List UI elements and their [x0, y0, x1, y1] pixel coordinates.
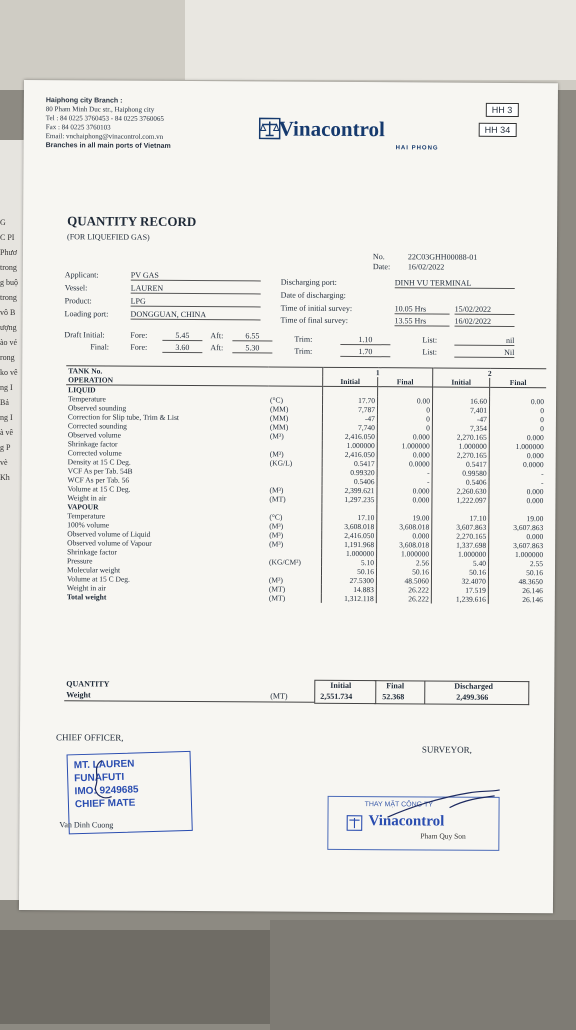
logo-subtitle: HAI PHONG [396, 145, 439, 151]
draft-initial-label: Draft Initial: [64, 330, 104, 339]
initial-trim: 1.10 [340, 335, 390, 345]
row-unit: (MM) [268, 404, 323, 413]
cell-value: 0.000 [489, 451, 546, 460]
loading-port-label: Loading port: [65, 309, 109, 318]
stamp-line: IMO: 9249685 [74, 782, 184, 798]
vessel-label: Vessel: [65, 283, 88, 292]
chief-officer-name: Van Dinh Cuong [59, 820, 113, 829]
cell-value: 0.5406 [322, 477, 377, 486]
cell-value: 0.00 [378, 396, 433, 405]
cell-value: 19.00 [489, 514, 546, 523]
cell-value: 48.3650 [488, 577, 545, 586]
cell-value: 0.00 [490, 397, 547, 406]
cell-value: 1.000000 [377, 441, 432, 450]
row-label: VAPOUR [65, 502, 267, 512]
initial-survey-label: Time of initial survey: [281, 304, 353, 313]
cell-value: 50.16 [488, 568, 545, 577]
branch-line: Haiphong city Branch : [46, 97, 123, 104]
cell-value: 0.000 [489, 487, 546, 496]
tank-2-header: 2 [433, 368, 547, 378]
underlying-text-fragment: C PI [0, 233, 14, 242]
cell-value: 0.000 [377, 432, 432, 441]
cell-value: - [377, 468, 432, 477]
tank-table [65, 365, 546, 604]
cell-value: -47 [432, 415, 489, 424]
row-unit [268, 467, 323, 476]
row-label: Total weight [65, 592, 267, 602]
weight-unit: (MT) [270, 692, 287, 701]
cell-value [490, 387, 547, 397]
cell-value: 7,354 [432, 424, 489, 433]
cell-value: 3,607.863 [432, 522, 489, 531]
chief-officer-label: CHIEF OFFICER, [56, 732, 124, 742]
row-label: Molecular weight [65, 565, 267, 575]
cell-value: 2,399.621 [322, 486, 377, 495]
applicant-value: PV GAS [131, 271, 261, 282]
cell-value: 26.146 [488, 595, 545, 604]
underlying-text-fragment: ko vê [0, 368, 18, 377]
quantity-final-value: 52.368 [382, 692, 404, 701]
final-survey-time: 13.55 Hrs [395, 316, 450, 326]
row-unit: (M³) [267, 575, 322, 584]
draft-final-label: Final: [90, 342, 109, 351]
chief-signature [82, 756, 122, 806]
row-unit: (MM) [268, 422, 323, 431]
loading-port-value: DONGGUAN, CHINA [131, 310, 261, 321]
initial-survey-date: 15/02/2022 [455, 305, 515, 315]
cell-value [433, 387, 490, 397]
row-label: Density at 15 C Deg. [66, 457, 268, 467]
row-label: Weight in air [65, 583, 267, 593]
cell-value: 19.00 [377, 513, 432, 522]
row-label: Temperature [65, 511, 267, 521]
cell-value: 0 [489, 406, 546, 415]
branch-line: Tel : 84 0225 3760453 - 84 0225 3760065 [46, 114, 164, 123]
branch-line: Fax : 84 0225 3760103 [46, 123, 111, 131]
quantity-initial-label: Initial [330, 681, 351, 690]
cell-value: 2,270.165 [432, 433, 489, 442]
vessel-value: LAUREN [131, 284, 261, 295]
row-label: Temperature [66, 394, 268, 404]
cell-value: 1.000000 [489, 550, 546, 559]
cell-value: 2,416.050 [322, 432, 377, 441]
cell-value: 0 [377, 405, 432, 414]
quantity-summary [64, 679, 530, 682]
cell-value: 0 [377, 423, 432, 432]
applicant-label: Applicant: [65, 270, 99, 279]
cell-value: 27.5300 [321, 576, 376, 585]
tank-2-initial-header: Initial [433, 378, 490, 388]
cell-value: 0.0000 [377, 459, 432, 468]
weight-label: Weight [66, 690, 91, 699]
cell-value: 2,270.165 [432, 531, 489, 540]
cell-value: 32.4070 [431, 576, 488, 585]
stamp-line: CHIEF MATE [75, 795, 185, 811]
cell-value: 50.16 [431, 567, 488, 576]
row-unit [268, 386, 323, 396]
row-unit: (KG/L) [268, 458, 323, 467]
final-aft: 5.30 [232, 343, 272, 353]
cell-value: 2,260.630 [432, 487, 489, 496]
row-label: Shrinkage factor [66, 439, 268, 449]
row-unit: (°C) [267, 512, 322, 521]
quantity-initial-value: 2,551.734 [320, 692, 352, 701]
row-label: Volume at 15 C Deg. [65, 484, 267, 494]
cell-value: 3,608.018 [322, 522, 377, 531]
quantity-discharged-label: Discharged [454, 682, 493, 691]
underlying-text-fragment: Kh [0, 473, 10, 482]
cell-value: 1,312.118 [321, 594, 376, 603]
cell-value: 3,608.018 [377, 522, 432, 531]
cell-value: 17.519 [431, 585, 488, 594]
final-list: Nil [454, 348, 514, 358]
row-unit: (M³) [267, 485, 322, 494]
cell-value: 3,608.018 [377, 540, 432, 549]
row-label: Volume at 15 C Deg. [65, 574, 267, 584]
row-label: Observed volume [66, 430, 268, 440]
underlying-text-fragment: vô B [0, 308, 15, 317]
row-label: Pressure [65, 556, 267, 566]
cell-value [322, 504, 377, 513]
cell-value: 7,740 [322, 423, 377, 432]
aft-label: Aft: [210, 343, 223, 352]
trim-label: Trim: [294, 335, 312, 344]
cell-value: 0 [489, 424, 546, 433]
row-unit: (M³) [267, 521, 322, 530]
operation-label: OPERATION [66, 375, 268, 386]
initial-aft: 6.55 [232, 331, 272, 341]
initial-survey-time: 10.05 Hrs [395, 304, 450, 314]
cell-value: 3,607.863 [489, 541, 546, 550]
cell-value: 17.10 [322, 513, 377, 522]
tank-2-final-header: Final [490, 378, 547, 388]
cell-value: 0.000 [489, 532, 546, 541]
row-label: Observed volume of Vapour [65, 538, 267, 548]
cell-value: 5.10 [322, 558, 377, 567]
quantity-discharged-value: 2,499.366 [456, 693, 488, 702]
row-label: Corrected sounding [66, 421, 268, 431]
cell-value [323, 386, 378, 396]
underlying-text-fragment: trong [0, 293, 17, 302]
row-unit: (M³) [267, 539, 322, 548]
branch-info [46, 96, 171, 151]
row-unit [267, 503, 322, 512]
stamp-company-line: THAY MẶT CÔNG TY [365, 801, 433, 808]
initial-fore: 5.45 [162, 331, 202, 341]
no-label: No. [373, 252, 385, 261]
cell-value: 0.000 [489, 496, 546, 505]
cell-value: 26.146 [488, 586, 545, 595]
date-of-discharging-label: Date of discharging: [281, 291, 346, 300]
cell-value: 1.000000 [432, 442, 489, 451]
row-label: 100% volume [65, 520, 267, 530]
fore-label: Fore: [130, 331, 147, 340]
cell-value: 0.0000 [489, 460, 546, 469]
cell-value: 0.000 [377, 531, 432, 540]
row-unit: (°C) [268, 395, 323, 404]
cell-value: 0.99580 [432, 469, 489, 478]
table-row [65, 592, 545, 604]
underlying-text-fragment: ng I [0, 383, 13, 392]
cell-value: 0.5417 [322, 459, 377, 468]
cell-value: 0.5406 [432, 478, 489, 487]
cell-value: 26.222 [376, 585, 431, 594]
underlying-text-fragment: Phươ [0, 248, 17, 257]
row-label: Observed sounding [66, 403, 268, 413]
cell-value [378, 387, 433, 397]
row-unit: (KG/CM²) [267, 557, 322, 566]
hh-box-1: HH 3 [486, 103, 519, 117]
cell-value: 2,270.165 [432, 451, 489, 460]
product-label: Product: [65, 296, 92, 305]
discharging-port-label: Discharging port: [281, 278, 337, 287]
row-unit: (M³) [268, 431, 323, 440]
scale-logo-icon [259, 117, 281, 139]
cell-value [489, 505, 546, 514]
cell-value: 16.60 [433, 397, 490, 406]
row-label: Shrinkage factor [65, 547, 267, 557]
cell-value: - [489, 478, 546, 487]
tank-1-header: 1 [323, 367, 433, 377]
date-label: Date: [373, 262, 390, 271]
document-subtitle: (FOR LIQUEFIED GAS) [67, 232, 150, 242]
background-floor-tile [270, 920, 576, 1030]
cell-value: 0.99320 [322, 468, 377, 477]
cell-value: 3,607.863 [489, 523, 546, 532]
branch-line: 80 Pham Minh Duc str., Haiphong city [46, 105, 155, 114]
aft-label: Aft: [210, 331, 223, 340]
cell-value: 17.10 [432, 513, 489, 522]
surveyor-name: Pham Quy Son [420, 831, 465, 840]
cell-value [432, 504, 489, 513]
row-label: Observed volume of Liquid [65, 529, 267, 539]
date-value: 16/02/2022 [408, 262, 445, 271]
cell-value: 0 [489, 415, 546, 424]
final-survey-date: 16/02/2022 [455, 317, 515, 327]
underlying-text-fragment: ào vé [0, 338, 17, 347]
row-unit: (M³) [267, 530, 322, 539]
cell-value: 48.5060 [376, 576, 431, 585]
underlying-text-fragment: à vê [0, 428, 13, 437]
final-fore: 3.60 [162, 343, 202, 353]
cell-value: 2.55 [489, 559, 546, 568]
row-unit [268, 476, 323, 485]
row-unit: (MT) [267, 593, 322, 602]
underlying-text-fragment: vè [0, 458, 8, 467]
surveyor-label: SURVEYOR, [422, 744, 472, 754]
underlying-text-fragment: g P [0, 443, 10, 452]
hh-box-2: HH 34 [479, 123, 517, 137]
branch-line: Email: vnchaiphong@vinacontrol.com.vn [46, 132, 163, 141]
row-unit: (MT) [267, 584, 322, 593]
stamp-line: MT. LAUREN [74, 756, 184, 772]
product-value: LPG [131, 297, 261, 308]
cell-value: 1,222.097 [432, 495, 489, 504]
underlying-text-fragment: ng I [0, 413, 13, 422]
background-wall [185, 0, 576, 80]
cell-value: 50.16 [321, 567, 376, 576]
cell-value: 50.16 [376, 567, 431, 576]
stamp-line: FUNAFUTI [74, 769, 184, 785]
row-label: WCF As per Tab. 56 [66, 475, 268, 485]
cell-value: 1.000000 [432, 549, 489, 558]
cell-value: 1.000000 [322, 441, 377, 450]
vinacontrol-logo: Vinacontrol [279, 117, 385, 143]
cell-value: -47 [322, 414, 377, 423]
cell-value: 2,416.050 [322, 450, 377, 459]
cell-value [377, 504, 432, 513]
initial-list: nil [454, 336, 514, 346]
scale-logo-icon [346, 815, 362, 831]
underlying-text-fragment: Bả [0, 398, 9, 407]
branch-line: Branches in all main ports of Vietnam [46, 142, 171, 150]
cell-value: 0.000 [377, 450, 432, 459]
document-title: QUANTITY RECORD [67, 213, 196, 230]
underlying-text-fragment: trong [0, 263, 17, 272]
cell-value: 0.5417 [432, 460, 489, 469]
quantity-record-document [19, 80, 558, 913]
cell-value: 17.70 [323, 396, 378, 405]
cell-value: 26.222 [376, 594, 431, 603]
cell-value: 0 [377, 414, 432, 423]
row-label: LIQUID [66, 385, 268, 396]
cell-value: 14.883 [321, 585, 376, 594]
cell-value: 2,416.050 [322, 531, 377, 540]
row-unit [267, 566, 322, 575]
cell-value: 2.56 [377, 558, 432, 567]
row-unit: (MT) [267, 494, 322, 503]
cell-value: 1.000000 [377, 549, 432, 558]
trim-label: Trim: [294, 347, 312, 356]
row-label: Correction for Slip tube, Trim & List [66, 412, 268, 422]
stamp-logo: Vinacontrol [368, 813, 444, 830]
underlying-text-fragment: ượng [0, 323, 17, 332]
tank-1-final-header: Final [378, 377, 433, 387]
underlying-text-fragment: G [0, 218, 6, 227]
discharging-port-value: DINH VU TERMINAL [395, 278, 515, 289]
cell-value: 7,401 [432, 406, 489, 415]
row-unit [267, 548, 322, 557]
row-label: Weight in air [65, 493, 267, 503]
cell-value: 1,297.235 [322, 495, 377, 504]
final-trim: 1.70 [340, 347, 390, 357]
cell-value: 0.000 [377, 495, 432, 504]
cell-value: 0.000 [377, 486, 432, 495]
underlying-text-fragment: rong [0, 353, 15, 362]
tank-no-label: TANK No. [66, 366, 268, 377]
surveyor-signature [379, 787, 509, 828]
row-label: Corrected volume [66, 448, 268, 458]
row-unit [268, 440, 323, 449]
underlying-text-fragment: g buộ [0, 278, 18, 287]
no-value: 22C03GHH00088-01 [408, 252, 477, 261]
row-unit: (MM) [268, 413, 323, 422]
cell-value: 1,337.698 [432, 540, 489, 549]
cell-value: - [377, 477, 432, 486]
cell-value: 1,191.968 [322, 540, 377, 549]
row-label: VCF As per Tab. 54B [66, 466, 268, 476]
cell-value: - [489, 469, 546, 478]
fore-label: Fore: [130, 343, 147, 352]
tank-1-initial-header: Initial [323, 377, 378, 387]
cell-value: 5.40 [432, 558, 489, 567]
final-survey-label: Time of final survey: [281, 316, 349, 325]
cell-value: 1.000000 [322, 549, 377, 558]
row-unit: (M³) [268, 449, 323, 458]
cell-value: 1,239.616 [431, 594, 488, 603]
list-label: List: [422, 335, 437, 344]
cell-value: 0.000 [489, 433, 546, 442]
list-label: List: [422, 347, 437, 356]
cell-value: 1.000000 [489, 442, 546, 451]
quantity-final-label: Final [386, 681, 404, 690]
cell-value: 7,787 [322, 405, 377, 414]
quantity-label: QUANTITY [66, 679, 109, 688]
